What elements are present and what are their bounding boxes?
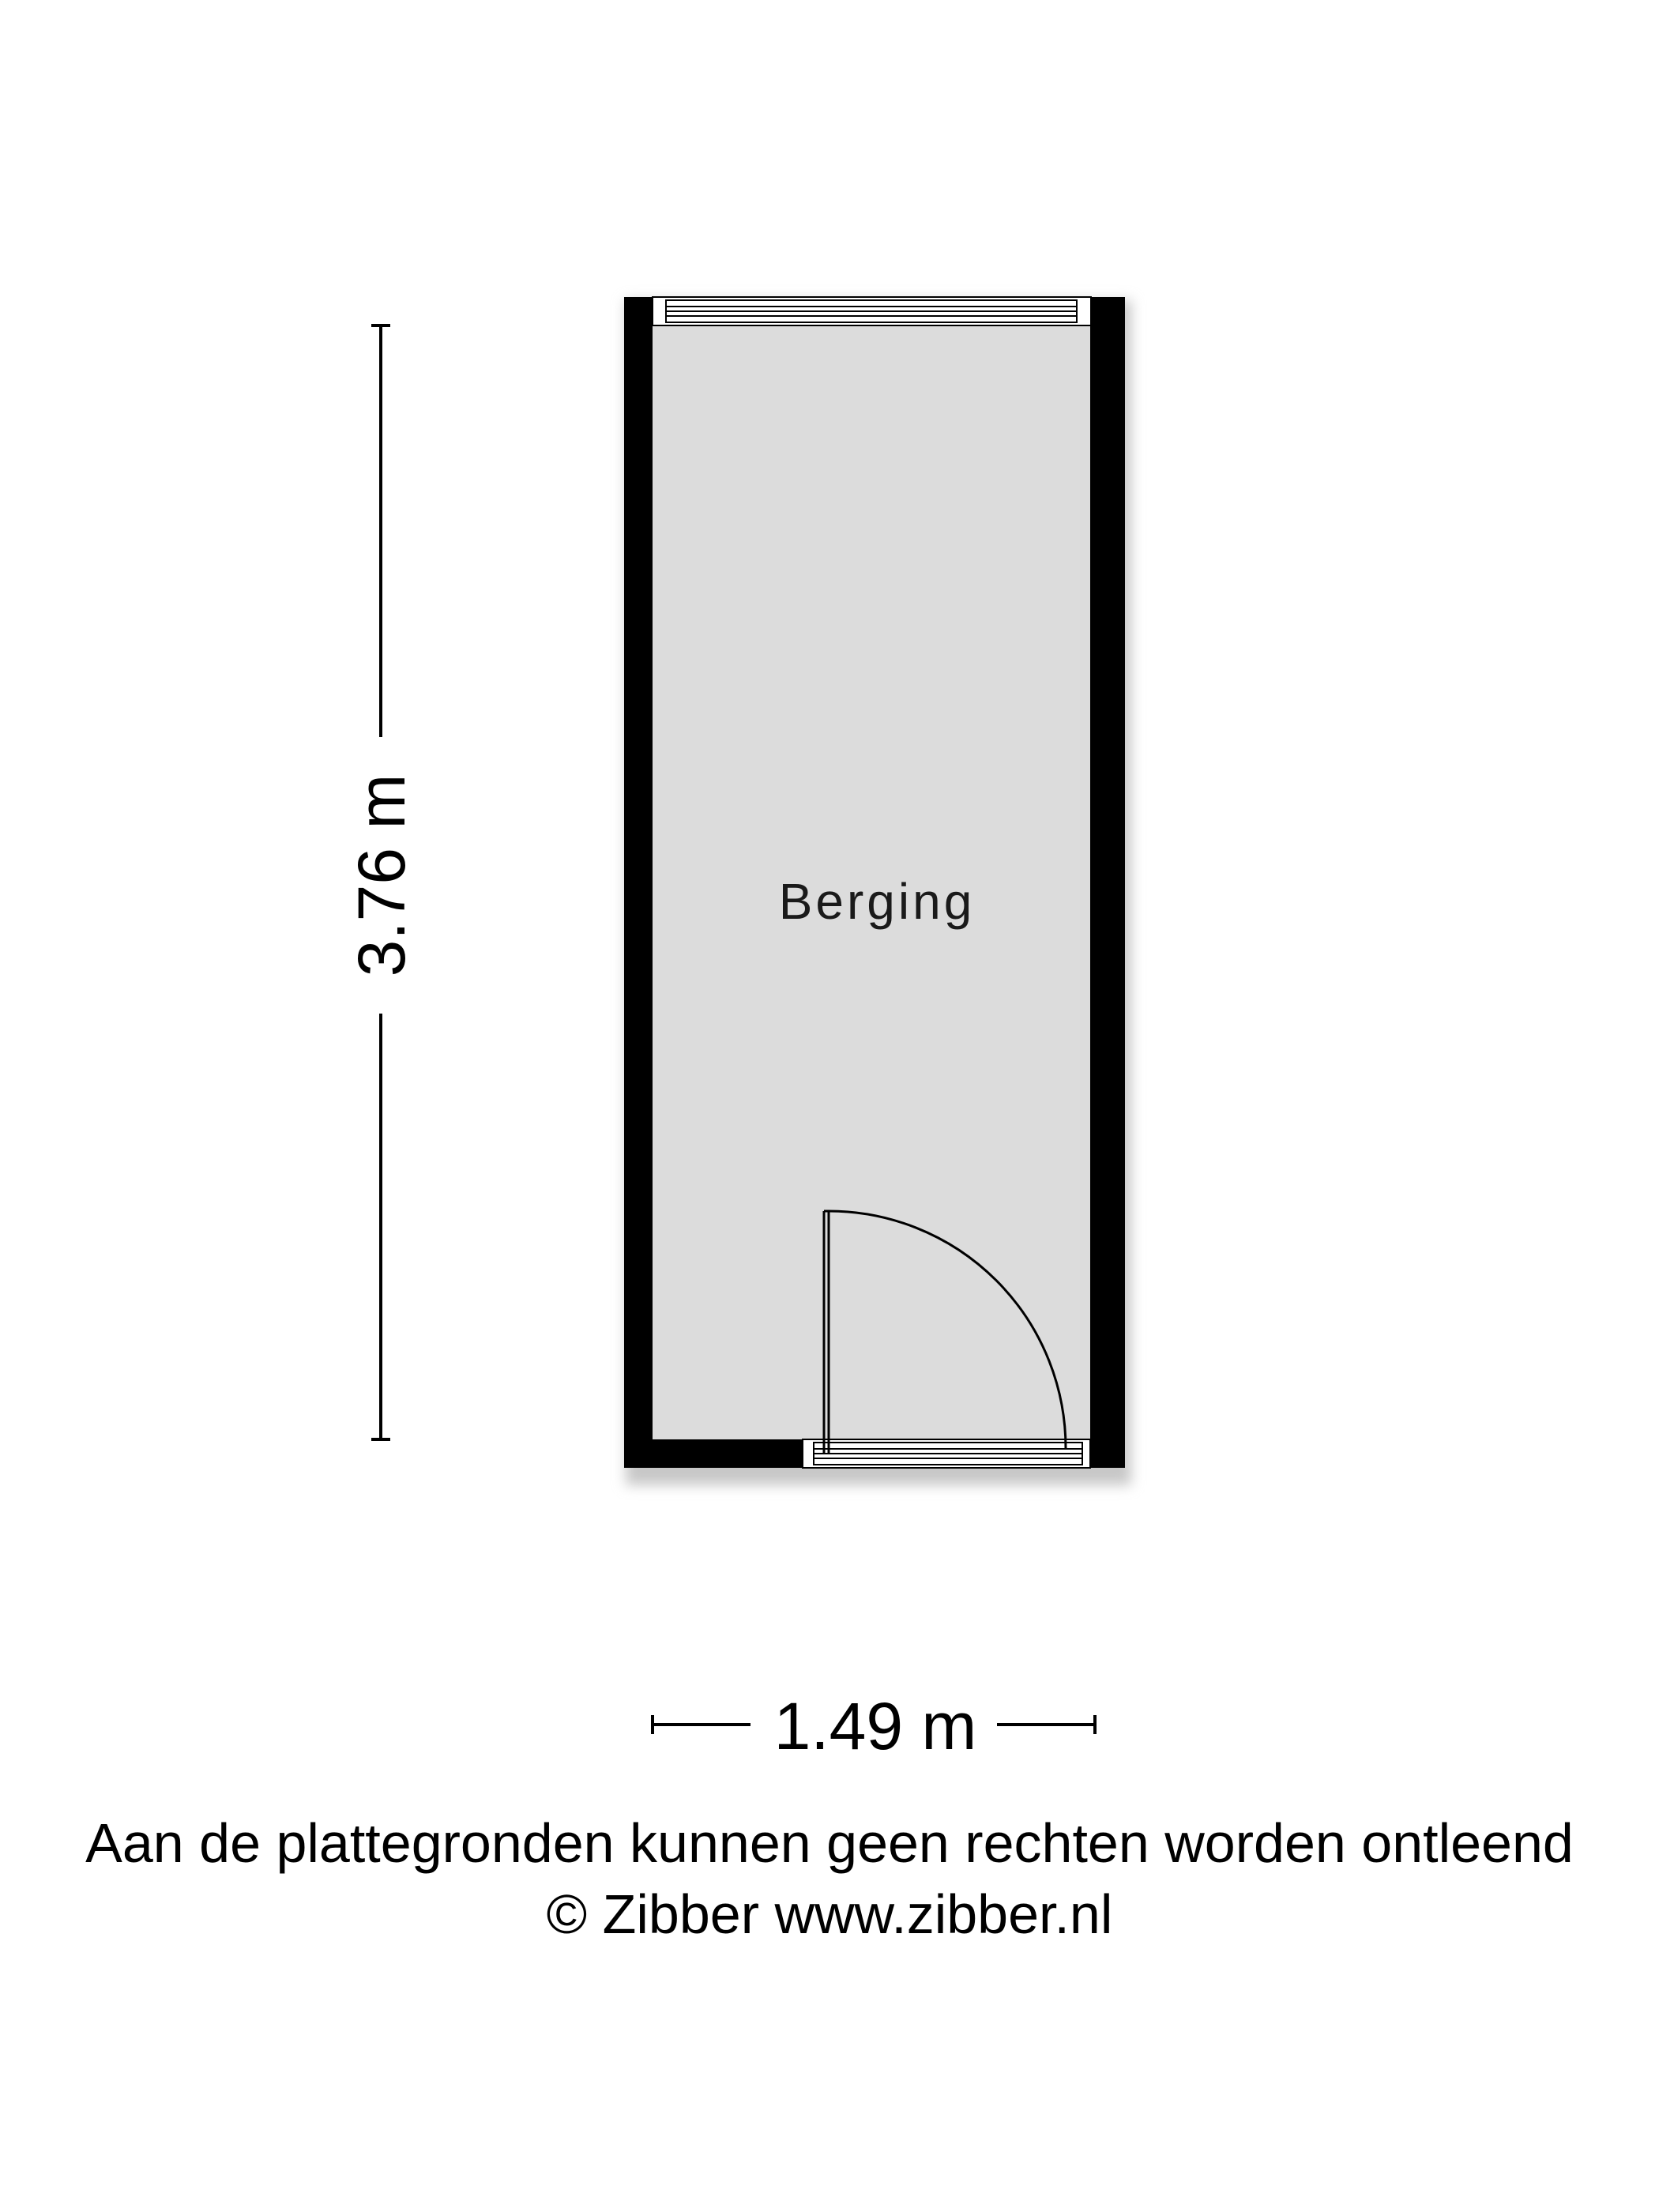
wall-bottom-left: [624, 1439, 803, 1468]
window-top: [653, 297, 1091, 325]
width-dimension-label: 1.49 m: [773, 1689, 977, 1763]
width-dimension: [653, 1689, 1095, 1763]
wall-right: [1090, 297, 1125, 1468]
height-dimension-label: 3.76 m: [344, 773, 419, 977]
height-dimension: [344, 325, 419, 1439]
copyright-text: © Zibber www.zibber.nl: [546, 1883, 1113, 1945]
room-label: Berging: [778, 873, 976, 930]
disclaimer-text: Aan de plattegronden kunnen geen rechten worden ontleend: [85, 1812, 1574, 1874]
wall-left: [624, 297, 653, 1468]
door-threshold: [803, 1439, 1090, 1468]
